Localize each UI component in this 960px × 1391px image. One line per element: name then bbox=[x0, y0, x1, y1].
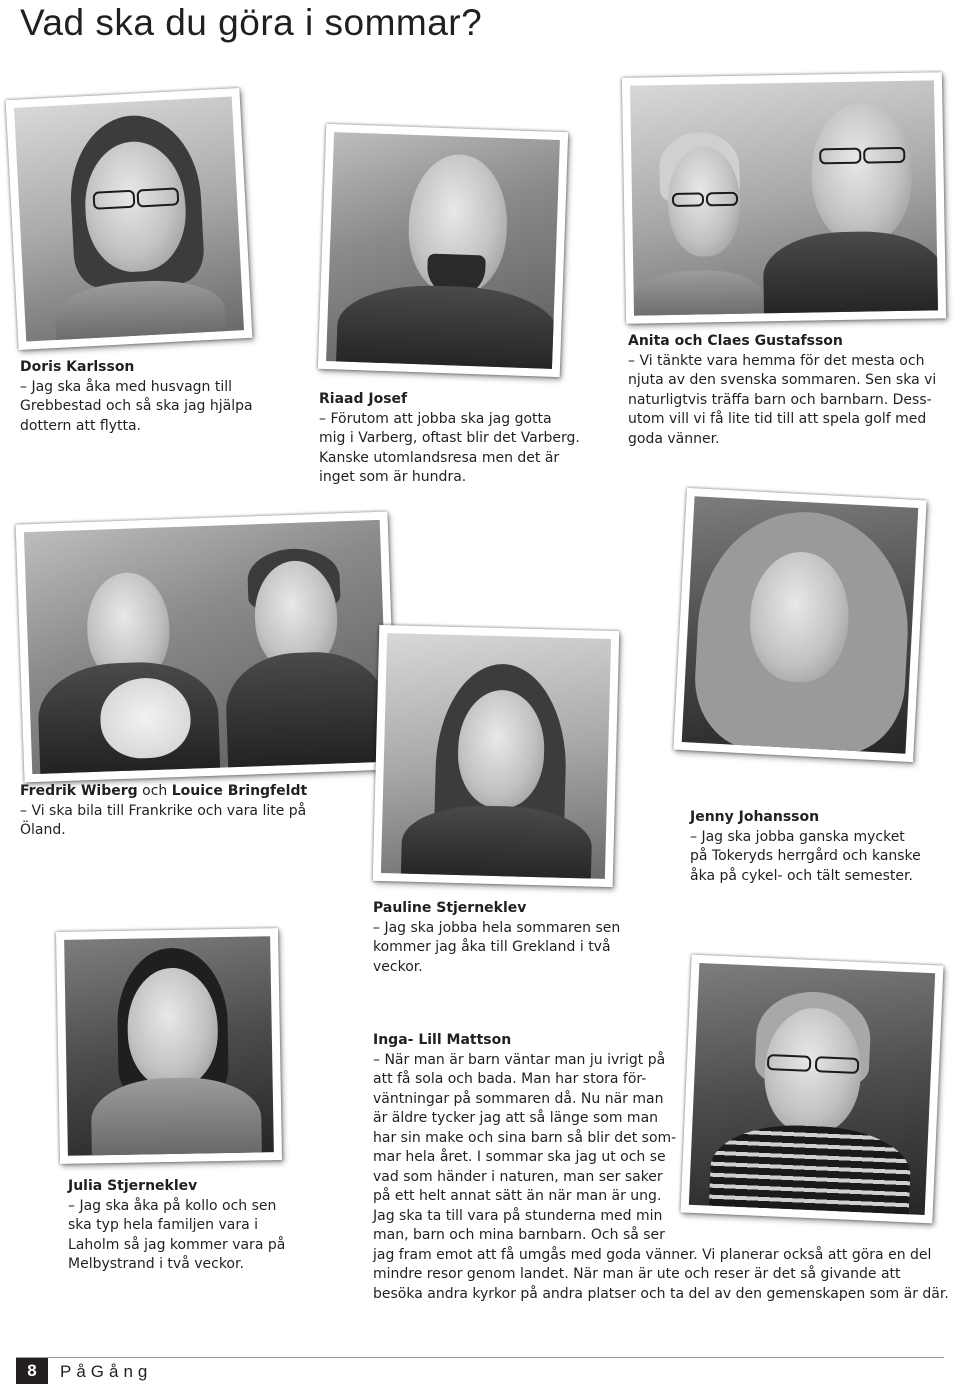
person-name: Anita och Claes Gustafsson bbox=[628, 333, 843, 349]
person-name: Jenny Johansson bbox=[690, 809, 820, 825]
photo-doris-karlsson bbox=[6, 88, 253, 350]
photo-pauline-stjerneklev bbox=[373, 625, 620, 887]
caption-doris-karlsson: Doris Karlsson – Jag ska åka med husvagn till Grebbestad och så ska jag hjälpa dottern att flytta. bbox=[20, 358, 260, 436]
person-name: Doris Karlsson bbox=[20, 359, 135, 375]
person-name: Riaad Josef bbox=[319, 391, 408, 407]
person-name: Fredrik Wiberg bbox=[20, 783, 138, 799]
caption-jenny-johansson: Jenny Johansson – Jag ska jobba ganska mycket på Tokeryds herrgård och kanske åka på cykel- och tält semester. bbox=[690, 808, 950, 886]
caption-pauline-stjerneklev: Pauline Stjerneklev – Jag ska jobba hela sommaren sen kommer jag åka till Grekland i två veckor. bbox=[373, 899, 663, 977]
page-headline: Vad ska du göra i sommar? bbox=[20, 2, 483, 43]
photo-fredrik-louice bbox=[16, 512, 397, 783]
caption-julia-stjerneklev: Julia Stjerneklev – Jag ska åka på kollo och sen ska typ hela familjen vara i Laholm så jag kommer vara på Melbystrand i två veckor. bbox=[68, 1177, 318, 1275]
page-number: 8 bbox=[16, 1358, 48, 1384]
caption-anita-claes-gustafsson: Anita och Claes Gustafsson – Vi tänkte vara hemma för det mesta och njuta av den svenska sommaren. Sen ska vi naturligtvis träffa barn och barnbarn. Dess- utom vill vi få lite tid till att spela golf med goda vänner. bbox=[628, 332, 948, 449]
person-name: Inga- Lill Mattson bbox=[373, 1032, 512, 1048]
photo-julia-stjerneklev bbox=[56, 928, 282, 1164]
footer-divider bbox=[16, 1357, 944, 1358]
photo-riaad-josef bbox=[318, 124, 568, 377]
caption-riaad-josef: Riaad Josef – Förutom att jobba ska jag gotta mig i Varberg, oftast blir det Varberg. Kanske utomlandsresa men det är inget som är hundra. bbox=[319, 390, 619, 488]
caption-fredrik-louice: Fredrik Wiberg och Louice Bringfeldt – Vi ska bila till Frankrike och vara lite på Öland. bbox=[20, 783, 308, 838]
person-name: Pauline Stjerneklev bbox=[373, 900, 527, 916]
magazine-name: PåGång bbox=[60, 1362, 153, 1381]
photo-jenny-johansson bbox=[673, 488, 926, 762]
person-name: Julia Stjerneklev bbox=[68, 1178, 198, 1194]
photo-anita-claes-gustafsson bbox=[622, 72, 946, 324]
caption-inga-lill-mattson: Inga- Lill Mattson – När man är barn väntar man ju ivrigt på att få sola och bada. Man har stora för- väntningar på sommaren då. Nu när man är äldre tycker jag att så länge som man har sin make och sina barn så blir det som- mar hela året. I sommar ska jag ut och se vad som händer i naturen, man ser saker på ett helt annat sätt än när man är ung. Jag ska ta till vara på stunderna med min man, barn och mina barnbarn. Och så ser jag fram emot att få umgås med goda vänner. Vi planerar också att göra en del mindre resor genom landet. När man är ute och reser är det så givande att besöka andra kyrkor på andra platser och ta del av den gemenskapen som är där. bbox=[373, 1031, 953, 1304]
person-name: Louice Bringfeldt bbox=[171, 783, 308, 799]
